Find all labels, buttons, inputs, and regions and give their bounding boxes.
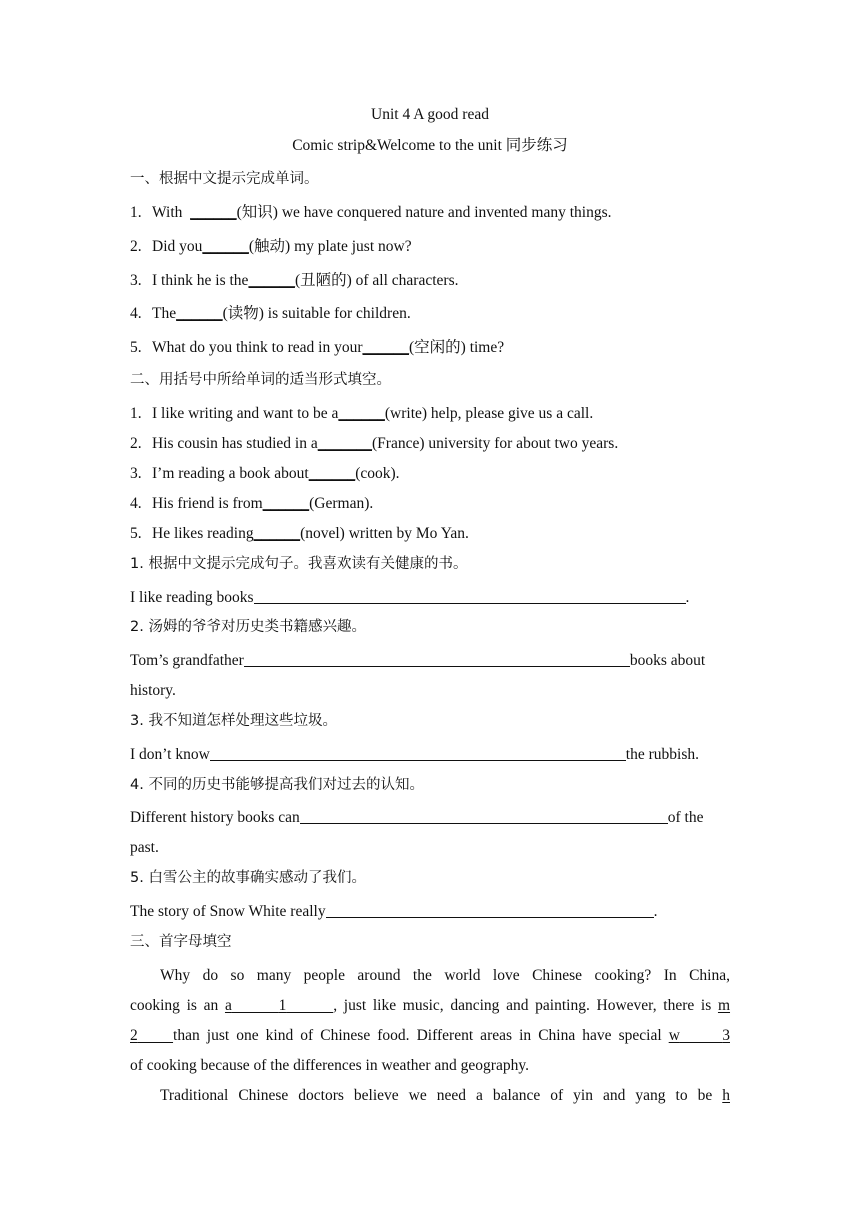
answer-blank[interactable]: ______ (338, 405, 385, 422)
section1-heading: 一、根据中文提示完成单词。 (130, 171, 319, 187)
translation-prompt: 5. 白雪公主的故事确实感动了我们。 (130, 870, 366, 886)
translation-prompt: 4. 不同的历史书能够提高我们对过去的认知。 (130, 777, 424, 793)
section1-item: 5. What do you think to read in your______(空闲的) time? (130, 339, 505, 356)
answer-blank[interactable]: _______ (317, 435, 372, 452)
answer-blank[interactable]: ______ (362, 339, 409, 356)
answer-blank[interactable]: ______ (176, 305, 223, 322)
section1-item: 2. Did you______(触动) my plate just now? (130, 238, 412, 255)
passage-blank-2-number[interactable]: 2 (130, 1027, 138, 1044)
passage-line: Traditional Chinese doctors believe we need a balance of yin and yang to be h (160, 1087, 730, 1104)
translation-answer-continuation: history. (130, 682, 176, 699)
passage-line: of cooking because of the differences in weather and geography. (130, 1057, 529, 1074)
section2-item: 4. His friend is from______(German). (130, 495, 374, 512)
passage-line: cooking is an a 1 , just like music, dancing and painting. However, there is m (130, 997, 731, 1014)
answer-blank[interactable] (300, 809, 668, 824)
section2-item: 1. I like writing and want to be a______(write) help, please give us a call. (130, 405, 594, 422)
translation-answer-continuation: past. (130, 839, 159, 856)
translation-prompt: 2. 汤姆的爷爷对历史类书籍感兴趣。 (130, 619, 366, 635)
answer-blank[interactable]: ______ (202, 238, 249, 255)
translation-answer-line: I like reading books . (130, 589, 690, 606)
section3-heading: 三、首字母填空 (130, 934, 232, 950)
answer-blank[interactable]: ______ (248, 272, 295, 289)
section2-item: 2. His cousin has studied in a_______(France) university for about two years. (130, 435, 619, 452)
section2-item: 3. I’m reading a book about______(cook). (130, 465, 400, 482)
section1-item: 1. With ______(知识) we have conquered nature and invented many things. (130, 204, 612, 221)
passage-line: 2 than just one kind of Chinese food. Different areas in China have special w 3 (130, 1027, 730, 1044)
passage-blank-4[interactable]: h (722, 1087, 730, 1104)
passage-blank-3[interactable]: w 3 (668, 1027, 730, 1044)
translation-prompt: 3. 我不知道怎样处理这些垃圾。 (130, 713, 337, 729)
answer-blank[interactable] (254, 589, 686, 604)
translation-prompt: 1. 根据中文提示完成句子。我喜欢读有关健康的书。 (130, 556, 468, 572)
section1-item: 3. I think he is the______(丑陋的) of all characters. (130, 272, 459, 289)
section2-item: 5. He likes reading______(novel) written by Mo Yan. (130, 525, 469, 542)
answer-blank[interactable] (210, 746, 626, 761)
answer-blank[interactable]: ______ (262, 495, 310, 512)
section2-heading: 二、用括号中所给单词的适当形式填空。 (130, 372, 391, 388)
section1-item: 4. The______(读物) is suitable for children. (130, 305, 411, 322)
page-subtitle: Comic strip&Welcome to the unit 同步练习 (292, 137, 568, 154)
passage-line: Why do so many people around the world love Chinese cooking? In China, (160, 967, 730, 984)
translation-answer-line: Different history books can of the (130, 809, 704, 826)
page-title: Unit 4 A good read (371, 106, 489, 123)
passage-blank-2[interactable]: m (717, 997, 731, 1014)
answer-blank[interactable]: ______ (253, 525, 301, 542)
answer-blank[interactable] (326, 903, 654, 918)
answer-blank[interactable]: ______ (190, 204, 237, 221)
passage-blank-1[interactable]: a 1 (224, 997, 287, 1014)
translation-answer-line: The story of Snow White really . (130, 903, 658, 920)
answer-blank[interactable] (244, 652, 630, 667)
translation-answer-line: I don’t know the rubbish. (130, 746, 699, 763)
answer-blank[interactable]: ______ (308, 465, 356, 482)
translation-answer-line: Tom’s grandfather books about (130, 652, 706, 669)
